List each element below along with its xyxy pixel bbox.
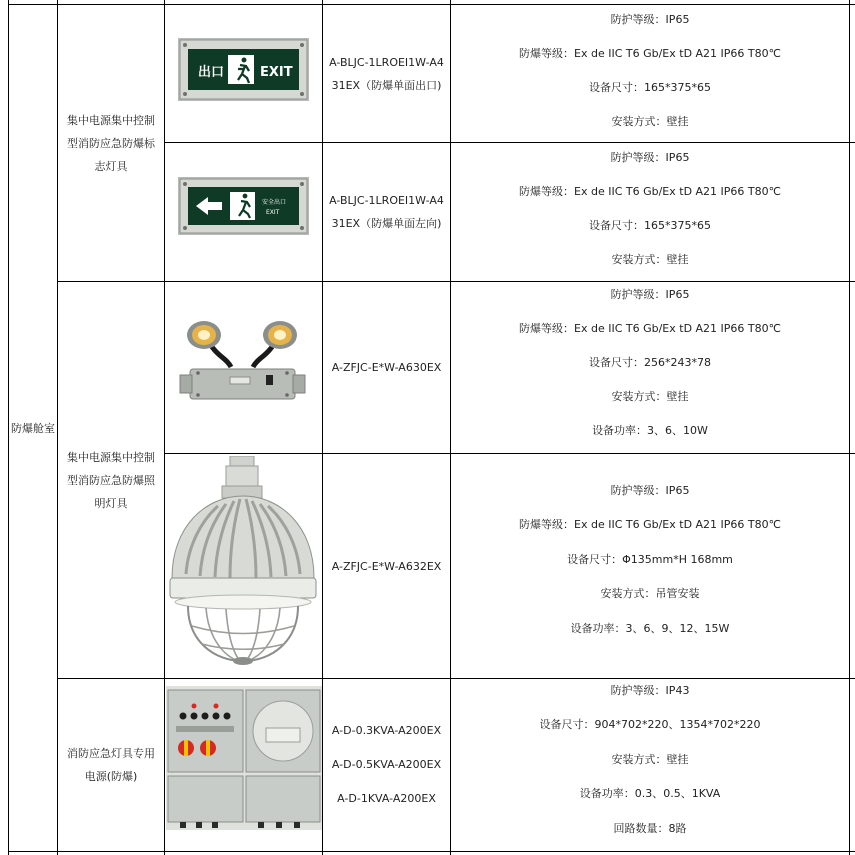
spec-line: 防护等级：IP65 xyxy=(610,13,690,26)
group-label: 集中电源集中控制型消防应急防爆标志灯具 xyxy=(67,113,155,173)
model-text: A-ZFJC-E*W-A630EX xyxy=(331,361,442,374)
spec-line: 设备功率：0.3、0.5、1KVA xyxy=(579,787,721,801)
grid-line xyxy=(164,0,165,855)
spec-line: 安装方式：壁挂 xyxy=(611,752,689,766)
spec-line: 回路数量：8路 xyxy=(613,821,687,835)
spec-line: 设备尺寸：904*702*220、1354*702*220 xyxy=(539,718,761,732)
power-cabinet-image xyxy=(166,686,322,830)
spec-line: 防护等级：IP65 xyxy=(610,151,690,164)
pendant-light-image xyxy=(166,456,320,668)
spec-line: 安装方式：壁挂 xyxy=(611,253,689,266)
grid-line xyxy=(164,453,855,454)
spec-line: 防爆等级：Ex de IIC T6 Gb/Ex tD A21 IP66 T80℃ xyxy=(519,185,781,198)
spec-line: 防护等级：IP65 xyxy=(610,483,690,497)
sign-safe-exit: 安全出口 xyxy=(262,199,287,206)
spec-line: 设备尺寸：Φ135mm*H 168mm xyxy=(567,552,733,566)
spec-line: 防爆等级：Ex de IIC T6 Gb/Ex tD A21 IP66 T80℃ xyxy=(519,47,781,60)
spec-line: 设备尺寸：256*243*78 xyxy=(589,356,711,369)
exit-sign-right-image xyxy=(178,38,309,101)
model-text: A-D-1KVA-A200EX xyxy=(337,792,436,805)
model-text: A-D-0.5KVA-A200EX xyxy=(331,758,442,771)
spec-line: 防护等级：IP43 xyxy=(610,683,690,697)
spec-line: 安装方式：壁挂 xyxy=(611,115,689,128)
spec-line: 安装方式：吊管安装 xyxy=(600,587,700,601)
model-text: A-BLJC-1LROEI1W-A431EX（防爆单面左向) xyxy=(329,194,444,230)
area-label: 防爆舱室 xyxy=(11,421,55,435)
spec-line: 设备功率：3、6、9、12、15W xyxy=(570,621,730,635)
model-cell xyxy=(323,143,450,281)
model-cell xyxy=(323,5,450,142)
sign-exit-en: EXIT xyxy=(260,65,293,80)
twin-spot-light-image xyxy=(176,317,309,417)
spec-cell xyxy=(451,474,849,646)
spec-line: 防护等级：IP65 xyxy=(610,288,690,301)
model-text: A-ZFJC-E*W-A632EX xyxy=(331,559,442,573)
spec-line: 设备尺寸：165*375*65 xyxy=(589,219,711,232)
grid-line xyxy=(849,0,850,855)
group-cell xyxy=(58,282,164,678)
spec-cell xyxy=(451,277,849,449)
spec-cell xyxy=(451,674,849,846)
spec-cell xyxy=(451,138,849,280)
model-text: A-BLJC-1LROEI1W-A431EX（防爆单面出口) xyxy=(329,55,444,92)
sign-exit-en-small: EXIT xyxy=(266,209,280,216)
spec-line: 防爆等级：Ex de IIC T6 Gb/Ex tD A21 IP66 T80℃ xyxy=(519,322,781,335)
area-cell xyxy=(9,5,57,851)
spec-line: 设备尺寸：165*375*65 xyxy=(589,81,711,94)
model-cell xyxy=(323,679,450,851)
spec-line: 防爆等级：Ex de IIC T6 Gb/Ex tD A21 IP66 T80℃ xyxy=(519,518,781,532)
group-cell xyxy=(58,5,164,281)
group-cell xyxy=(58,679,164,851)
group-label: 消防应急灯具专用电源(防爆) xyxy=(67,747,155,783)
model-cell xyxy=(323,282,450,453)
grid-line xyxy=(8,851,855,852)
spec-line: 安装方式：壁挂 xyxy=(611,390,689,403)
spec-line: 设备功率：3、6、10W xyxy=(592,424,708,437)
model-text: A-D-0.3KVA-A200EX xyxy=(331,724,442,737)
sign-exit-cn: 出口 xyxy=(198,65,225,80)
spec-cell xyxy=(451,0,849,142)
exit-sign-left-image xyxy=(178,177,309,235)
group-label: 集中电源集中控制型消防应急防爆照明灯具 xyxy=(67,450,155,510)
model-cell xyxy=(323,454,450,678)
